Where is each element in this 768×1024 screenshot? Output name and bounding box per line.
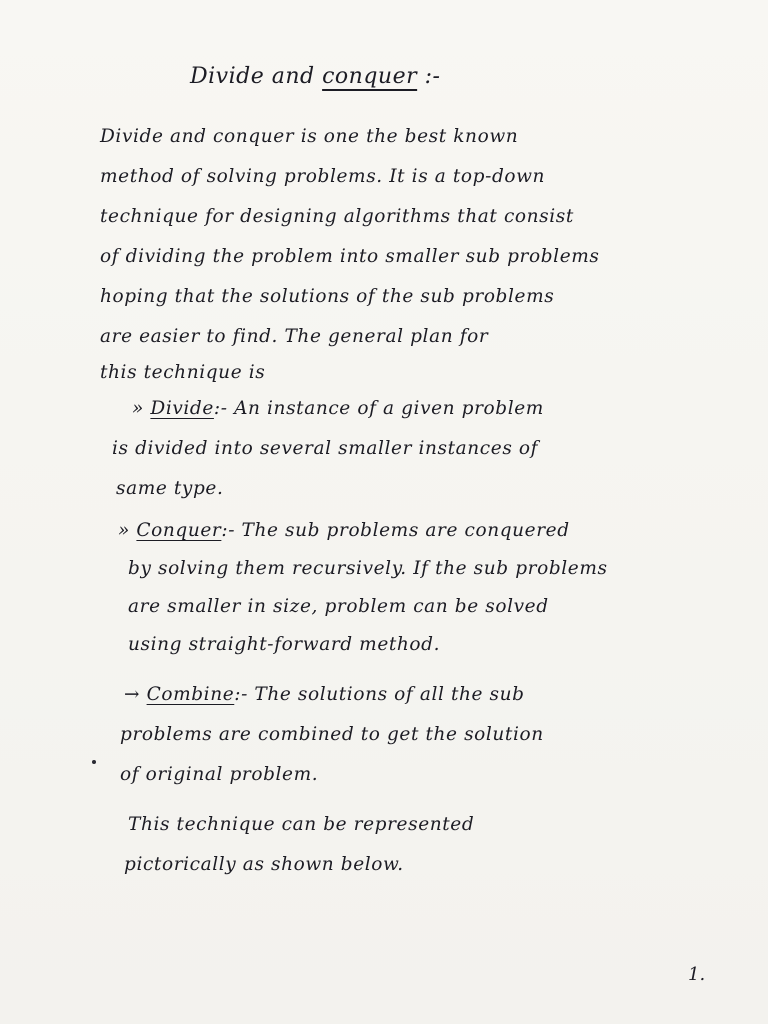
conquer-line-1 <box>118 520 570 541</box>
divide-bullet: » <box>132 398 144 419</box>
intro-line-7: this technique is <box>100 362 266 383</box>
divide-line-3: same type. <box>116 478 224 499</box>
combine-line-3: of original problem. <box>120 764 319 785</box>
divide-line-1-rest: :- An instance of a given problem <box>213 398 544 419</box>
title-prefix: Divide and <box>190 64 323 89</box>
combine-keyword: Combine <box>146 684 235 705</box>
conquer-keyword: Conquer <box>136 520 222 541</box>
combine-line-1-rest: :- The solutions of all the sub <box>234 684 525 705</box>
combine-line-2: problems are combined to get the solution <box>120 724 544 745</box>
conquer-line-1-rest: :- The sub problems are conquered <box>221 520 570 541</box>
intro-line-4: of dividing the problem into smaller sub problems <box>100 246 600 267</box>
intro-line-5: hoping that the solutions of the sub problems <box>100 286 555 307</box>
divide-keyword: Divide <box>150 398 214 419</box>
intro-line-6: are easier to find. The general plan for <box>100 326 489 347</box>
margin-dot <box>92 760 96 764</box>
intro-line-1: Divide and conquer is one the best known <box>100 126 519 147</box>
closing-line-1: This technique can be represented <box>128 814 475 835</box>
combine-line-1 <box>124 684 525 705</box>
combine-bullet: → <box>124 684 141 705</box>
closing-line-2: pictorically as shown below. <box>124 854 404 875</box>
title-underlined-word: conquer <box>322 64 418 89</box>
divide-line-1 <box>132 398 544 419</box>
title-suffix: :- <box>417 64 441 89</box>
divide-line-2: is divided into several smaller instances of <box>112 438 539 459</box>
page-title <box>190 64 440 89</box>
intro-line-3: technique for designing algorithms that consist <box>100 206 574 227</box>
conquer-line-2: by solving them recursively. If the sub problems <box>128 558 608 579</box>
conquer-bullet: » <box>118 520 130 541</box>
intro-line-2: method of solving problems. It is a top-down <box>100 166 546 187</box>
conquer-line-4: using straight-forward method. <box>128 634 441 655</box>
conquer-line-3: are smaller in size, problem can be solved <box>128 596 549 617</box>
page-number: 1. <box>688 964 706 985</box>
